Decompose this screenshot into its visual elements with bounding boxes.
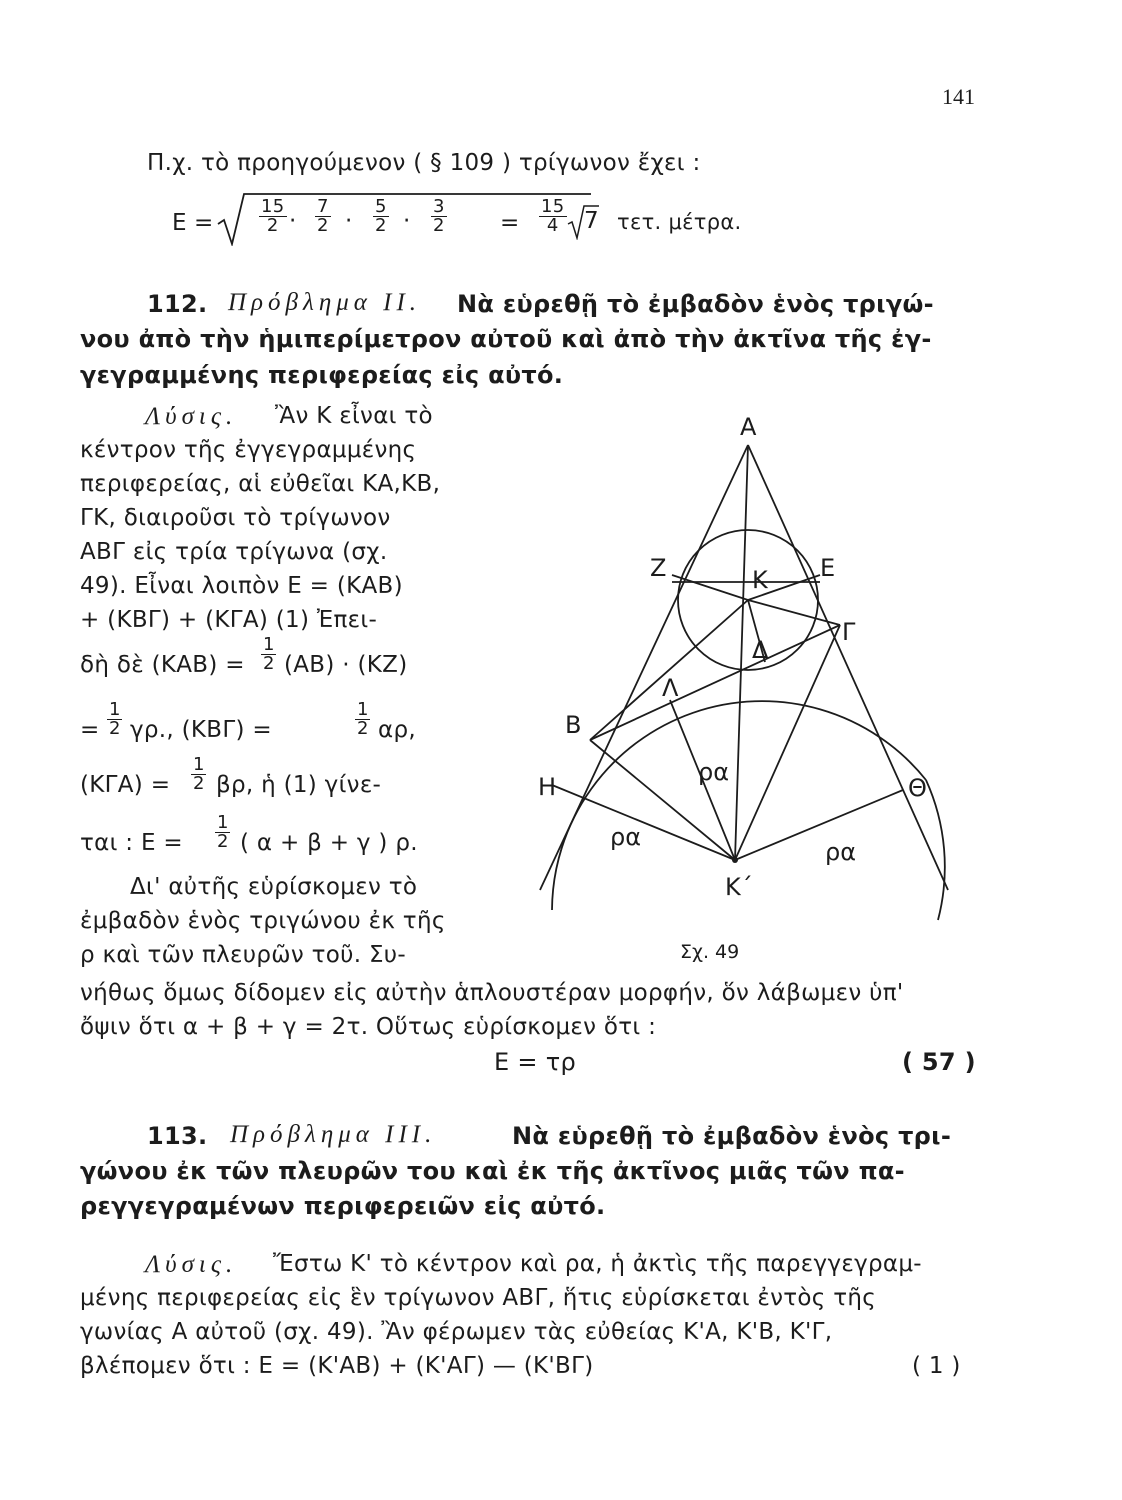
frac-den: 2 — [193, 773, 205, 794]
frac-3-2 — [431, 198, 447, 235]
half-fraction — [107, 701, 122, 738]
frac-den: 2 — [375, 215, 387, 236]
half-fraction — [215, 814, 230, 851]
problem-113-label: Πρόβλημα ΙΙΙ. — [230, 1121, 437, 1148]
problem-112-label: Πρόβλημα ΙΙ. — [228, 289, 422, 316]
label-ra-2: ρα — [610, 823, 642, 851]
unit-text: τετ. μέτρα. — [617, 210, 742, 234]
frac-num: 5 — [375, 196, 387, 217]
formula-eq2: = — [500, 210, 520, 236]
solution-line: κέντρον τῆς ἐγγεγραμμένης — [80, 437, 417, 463]
label-K: Κ — [752, 566, 768, 594]
side-BG — [590, 625, 840, 740]
solution-line: ( α + β + γ ) ρ. — [240, 830, 418, 856]
example-intro: Π.χ. τὸ προηγούμενον ( § 109 ) τρίγωνον ἔχει : — [147, 150, 701, 176]
frac-den: 2 — [109, 718, 121, 739]
problem-112-line3: γεγραμμένης περιφερείας εἰς αὐτό. — [80, 361, 564, 389]
frac-den: 4 — [546, 215, 559, 236]
solution-line: ΑΒΓ εἰς τρία τρίγωνα (σχ. — [80, 539, 388, 565]
problem-112-number: 112. — [147, 290, 208, 318]
solution-line: ρ καὶ τῶν πλευρῶν τοῦ. Συ- — [80, 942, 406, 968]
line-KB — [590, 600, 748, 740]
solution-line: γρ., (ΚΒΓ) = — [130, 717, 272, 743]
half-fraction — [355, 701, 370, 738]
formula-eq: = — [194, 210, 214, 236]
line-Kp-Th — [735, 790, 903, 860]
solution-line: ὄψιν ὅτι α + β + γ = 2τ. Οὕτως εὑρίσκομεν ὅτι : — [80, 1014, 657, 1040]
solution-line: Δι' αὐτῆς εὑρίσκομεν τὸ — [130, 874, 418, 900]
label-Th: Θ — [908, 774, 927, 802]
label-A: Α — [740, 413, 757, 441]
line-Kp-H — [552, 785, 735, 860]
frac-7-2 — [315, 198, 331, 235]
line-Kp-G — [735, 625, 840, 860]
line-AK-prime — [735, 445, 748, 860]
problem-113-line2: γώνου ἐκ τῶν πλευρῶν του καὶ ἐκ τῆς ἀκτῖνος μιᾶς τῶν πα- — [80, 1157, 905, 1185]
label-ra-3: ρα — [825, 838, 857, 866]
half-fraction — [191, 756, 206, 793]
frac-num: 1 — [109, 699, 121, 720]
solution-line: + (ΚΒΓ) + (ΚΓΑ) (1) Ἐπει- — [80, 607, 378, 633]
frac-den: 2 — [433, 215, 445, 236]
area-formula: Ε = τρ — [494, 1048, 577, 1076]
mult-dot: · — [345, 208, 353, 234]
figure-caption: Σχ. 49 — [680, 941, 740, 963]
solution-112-label: Λύσις. — [145, 403, 238, 430]
label-H: Η — [538, 773, 557, 801]
solution-line: ἐμβαδὸν ἑνὸς τριγώνου ἐκ τῆς — [80, 908, 446, 934]
label-Kp: Κ΄ — [725, 873, 753, 901]
solution-line: περιφερείας, αἱ εὐθεῖαι ΚΑ,ΚΒ, — [80, 471, 441, 497]
solution-line: γωνίας Α αὐτοῦ (σχ. 49). Ἂν φέρωμεν τὰς εὐθείας Κ'Α, Κ'Β, Κ'Γ, — [80, 1319, 833, 1345]
label-G: Γ — [842, 618, 856, 646]
frac-num: 1 — [193, 754, 205, 775]
label-ra-1: ρα — [698, 758, 730, 786]
frac-den: 2 — [317, 215, 329, 236]
frac-num: 7 — [317, 196, 329, 217]
solution-line: Ἂν Κ εἶναι τὸ — [275, 403, 433, 429]
label-D: Δ — [752, 636, 769, 664]
frac-num: 3 — [433, 196, 445, 217]
solution-113-label: Λύσις. — [145, 1251, 238, 1278]
solution-line: ται : Ε = — [80, 830, 183, 856]
solution-line: νήθως ὅμως δίδομεν εἰς αὐτὴν ἁπλουστέραν μορφήν, ὅν λάβωμεν ὑπ' — [80, 980, 904, 1006]
problem-113-number: 113. — [147, 1122, 208, 1150]
excircle-arc-right — [926, 780, 945, 920]
solution-line: δὴ δὲ (ΚΑΒ) = — [80, 652, 245, 678]
solution-line: (ΑΒ) · (ΚΖ) — [284, 652, 408, 678]
solution-line: ΓΚ, διαιροῦσι τὸ τρίγωνον — [80, 505, 391, 531]
mult-dot: · — [289, 208, 297, 234]
label-L: Λ — [662, 674, 679, 702]
solution-line: μένης περιφερείας εἰς ἓν τρίγωνον ΑΒΓ, ἥτις εὑρίσκεται ἐντὸς τῆς — [80, 1285, 877, 1311]
frac-5-2 — [373, 198, 389, 235]
frac-num: 1 — [357, 699, 369, 720]
root-value: 7 — [584, 208, 599, 234]
solution-line: (ΚΓΑ) = — [80, 772, 171, 798]
frac-den: 2 — [217, 831, 229, 852]
example-formula — [172, 190, 892, 250]
frac-15-2 — [259, 198, 287, 235]
frac-num: 15 — [541, 196, 565, 217]
frac-num: 1 — [263, 634, 275, 655]
page-number: 141 — [942, 84, 975, 109]
problem-113-line3: ρεγγεγραμένων περιφερειῶν εἰς αὐτό. — [80, 1192, 606, 1220]
frac-den: 2 — [266, 215, 279, 236]
solution-line: αρ, — [378, 717, 416, 743]
line-KZ — [672, 575, 748, 600]
problem-113-line1: Νὰ εὑρεθῇ τὸ ἐμβαδὸν ἑνὸς τρι- — [512, 1122, 952, 1150]
frac-den: 2 — [263, 653, 275, 674]
point-Kp — [732, 857, 738, 863]
frac-num: 1 — [217, 812, 229, 833]
half-fraction — [261, 636, 276, 673]
problem-112-line1: Νὰ εὑρεθῇ τὸ ἐμβαδὸν ἑνὸς τριγώ- — [457, 290, 934, 318]
frac-15-4 — [539, 198, 567, 235]
side-AC-extended — [748, 445, 948, 890]
solution-line: βλέπομεν ὅτι : Ε = (Κ'ΑΒ) + (Κ'ΑΓ) — (Κ'ΒΓ) — [80, 1353, 594, 1379]
solution-line: Ἔστω Κ' τὸ κέντρον καὶ ρα, ἡ ἀκτὶς τῆς παρεγγεγραμ- — [273, 1251, 922, 1277]
frac-den: 2 — [357, 718, 369, 739]
frac-num: 15 — [261, 196, 285, 217]
problem-112-line2: νου ἀπὸ τὴν ἡμιπερίμετρον αὐτοῦ καὶ ἀπὸ τὴν ἀκτῖνα τῆς ἐγ- — [80, 325, 932, 353]
mult-dot: · — [403, 208, 411, 234]
solution-line: βρ, ἡ (1) γίνε- — [216, 772, 382, 798]
formula-lhs: E — [172, 210, 187, 236]
equation-tag-1: ( 1 ) — [912, 1353, 961, 1379]
label-E: Ε — [820, 554, 836, 582]
solution-line: = — [80, 717, 100, 743]
formula-tag-57: ( 57 ) — [902, 1048, 976, 1076]
figure-49 — [490, 400, 990, 980]
solution-line: 49). Εἶναι λοιπὸν Ε = (ΚΑΒ) — [80, 573, 403, 599]
line-KG — [748, 600, 840, 625]
label-B: Β — [565, 711, 582, 739]
label-Z: Ζ — [650, 554, 667, 582]
